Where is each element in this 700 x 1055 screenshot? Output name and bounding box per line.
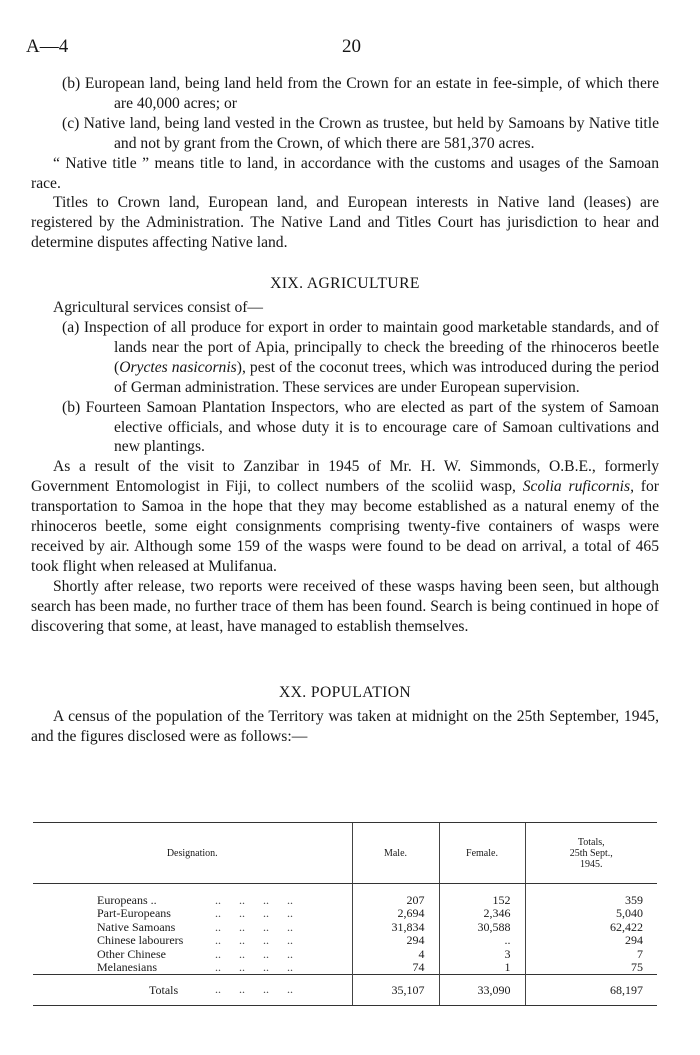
table-row [33, 948, 657, 961]
row-male: 4 [352, 948, 439, 961]
row-total: 7 [525, 948, 657, 961]
row-female: 30,588 [439, 921, 525, 934]
wasp-reports-paragraph: Shortly after release, two reports were received of these wasps having been seen, but although search has been made, no further trace of them has been found. Search is being continued in hope of discovering that some, at least, have managed to establish themselves. [31, 577, 659, 635]
row-female: 152 [439, 884, 525, 908]
totals-male: 35,107 [352, 975, 439, 1006]
dot-leader: .. .. .. .. [215, 919, 293, 934]
table-row [33, 921, 657, 934]
wasp-scientific-name: Scolia ruficornis, [522, 478, 634, 496]
dot-leader: .. .. .. .. [215, 933, 293, 948]
native-title-paragraph: “ Native title ” means title to land, in accordance with the customs and usages of the Samoan race. [31, 154, 659, 192]
row-female: 1 [439, 961, 525, 975]
totals-header [525, 823, 657, 884]
row-designation: Part-Europeans .. .. .. .. [97, 906, 293, 921]
row-male: 207 [352, 884, 439, 908]
agriculture-heading: XIX. AGRICULTURE [270, 275, 420, 293]
report-code: A—4 [26, 36, 69, 57]
totals-label [33, 975, 352, 1006]
row-designation: Europeans .. .. .. .. .. [97, 893, 293, 907]
dot-leader: .. .. .. .. [215, 906, 293, 921]
row-female: 3 [439, 948, 525, 961]
totals-row [33, 975, 657, 1006]
row-male: 294 [352, 934, 439, 947]
document-body [31, 74, 659, 747]
wasp-paragraph-tail: for transportation to Samoa in the hope that they may become established as a natural enemy of the rhinoceros beetle, some eight consignments comprising twenty-five containers of wasps were received by air. Although some 159 of the wasps were found to be dead on arrival, a total of 465 took flight when released at Mulifanua. [31, 478, 659, 575]
row-male: 74 [352, 961, 439, 975]
land-titles-paragraph: Titles to Crown land, European land, and European interests in Native land (leases) are registered by the Administration. The Native Land and Titles Court has jurisdiction to hear and determine disputes affecting Native land. [31, 194, 659, 252]
table-row [33, 961, 657, 975]
row-male: 2,694 [352, 907, 439, 920]
wasp-paragraph-text: As a result of the visit to Zanzibar in 1945 of Mr. H. W. Simmonds, O.B.E., formerly Government Entomologist in Fiji, to collect numbers of the scoliid wasp, [31, 458, 659, 496]
row-female: .. [439, 934, 525, 947]
table-row [33, 907, 657, 920]
row-male: 31,834 [352, 921, 439, 934]
totals-header-line-1: Totals, [577, 836, 605, 848]
beetle-scientific-name: Oryctes nasicornis [119, 358, 237, 376]
row-total: 62,422 [525, 921, 657, 934]
agriculture-item-a-tail: ), pest of the coconut trees, which was introduced during the period of German administration. These services are under European supervision. [114, 358, 660, 396]
row-total: 294 [525, 934, 657, 947]
census-paragraph: A census of the population of the Territory was taken at midnight on the 25th September, 1945, and the figures disclosed were as follows:— [31, 708, 659, 746]
agriculture-item-b-text: Fourteen Samoan Plantation Inspectors, who are elected as part of the system of Samoan elective officials, and whose duty it is to encourage care of Samoan cultivations and new plantings. [85, 398, 659, 456]
row-total: 75 [525, 961, 657, 975]
male-header: Male. [352, 823, 439, 884]
wasp-paragraph [31, 457, 659, 576]
row-total: 5,040 [525, 907, 657, 920]
dot-leader: .. .. .. .. [215, 982, 293, 997]
totals-header-line-2: 25th Sept., [569, 847, 613, 859]
agriculture-item-b [31, 398, 659, 458]
agriculture-lead: Agricultural services consist of— [53, 299, 264, 317]
table-row [33, 884, 657, 908]
agriculture-item-a-label: (a) [62, 318, 80, 336]
agriculture-item-a-text: Inspection of all produce for export in order to maintain good marketable standards, and of lands near the port of Apia, principally to check the breeding of the rhinoceros beetle ( [83, 318, 659, 376]
totals-header-line-3: 1945. [580, 858, 603, 870]
agriculture-item-a [31, 318, 659, 398]
table-row [33, 934, 657, 947]
dot-leader: .. .. .. .. [215, 946, 293, 961]
land-item-c: (c) Native land, being land vested in the Crown as trustee, but held by Samoans by Native title and not by grant from the Crown, of which there are 581,370 acres. [62, 114, 659, 152]
row-female: 2,346 [439, 907, 525, 920]
row-designation: Other Chinese .. .. .. .. [97, 946, 293, 961]
row-designation: Melanesians .. .. .. .. [97, 960, 293, 975]
population-heading: XX. POPULATION [278, 684, 412, 702]
page-number: 20 [342, 36, 361, 57]
totals-label-text: Totals [149, 982, 179, 997]
agriculture-item-b-label: (b) [62, 398, 81, 416]
row-designation: Native Samoans .. .. .. .. [97, 919, 293, 934]
row-designation: Chinese labourers .. .. .. .. [97, 933, 293, 948]
female-header: Female. [439, 823, 525, 884]
land-item-b: (b) European land, being land held from the Crown for an estate in fee-simple, of which there are 40,000 acres; or [62, 75, 659, 112]
census-table [33, 822, 657, 1006]
census-table-header [33, 823, 657, 884]
totals-total: 68,197 [525, 975, 657, 1006]
row-total: 359 [525, 884, 657, 908]
totals-female: 33,090 [439, 975, 525, 1006]
designation-header: Designation. [33, 823, 352, 884]
dot-leader: .. .. .. .. [215, 893, 293, 907]
dot-leader: .. .. .. .. [215, 960, 293, 975]
